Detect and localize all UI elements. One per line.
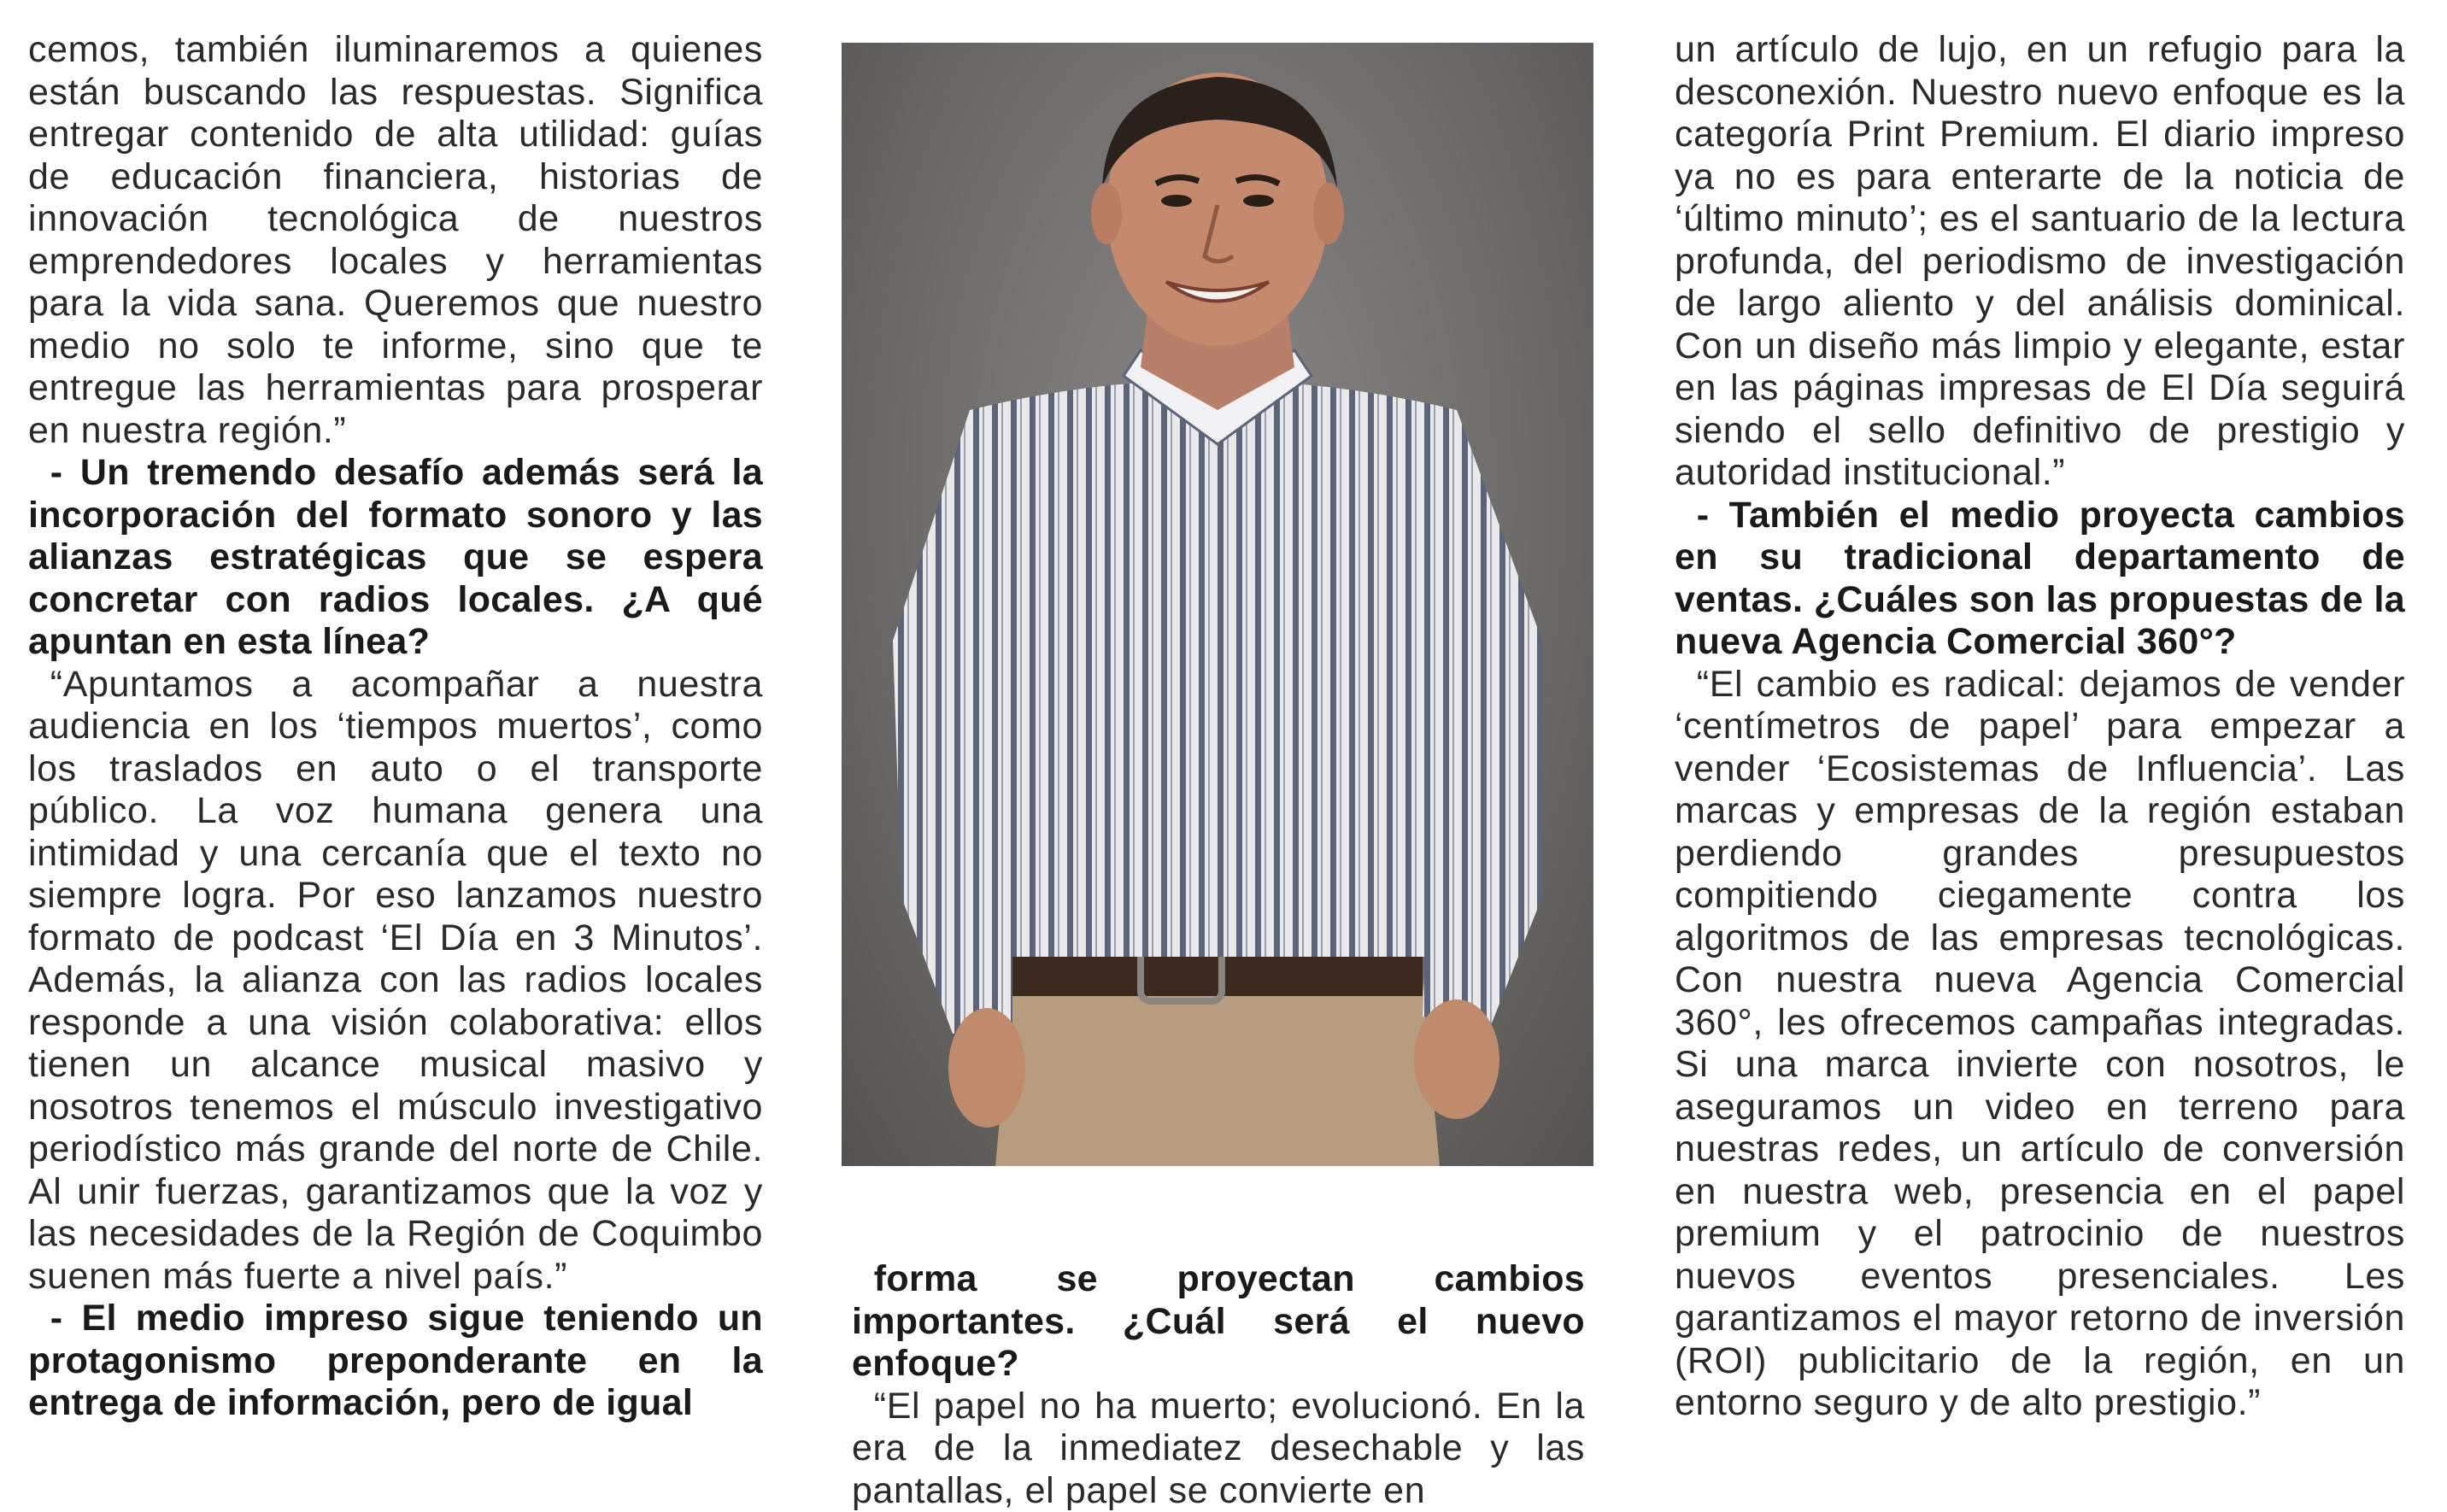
interview-question: forma se proyectan cambios importantes. ¿Cuál será el nuevo enfoque? — [852, 1258, 1585, 1386]
answer-paragraph: “El papel no ha muerto; evolucionó. En la era de la inmediatez desechable y las pantallas, el papel se convierte en — [852, 1386, 1585, 1512]
article-column-2 — [852, 1258, 1585, 1512]
interview-question: - También el medio proyecta cambios en su tradicional departamento de ventas. ¿Cuáles son las propuestas de la nueva Agencia Comercial 360°? — [1675, 495, 2405, 664]
portrait-photo — [842, 43, 1593, 1166]
answer-paragraph: cemos, también iluminaremos a quienes están buscando las respuestas. Significa entregar contenido de alta utilidad: guías de educación financiera, historias de innovación tecnológica de nuestros emprendedores locales y herramientas para la vida sana. Queremos que nuestro medio no solo te informe, sino que te entregue las herramientas para prosperar en nuestra región.” — [28, 29, 763, 452]
answer-paragraph: un artículo de lujo, en un refugio para la desconexión. Nuestro nuevo enfoque es la categoría Print Premium. El diario impreso ya no es para enterarte de la noticia de ‘último minuto’; es el santuario de la lectura profunda, del periodismo de investigación de largo aliento y del análisis dominical. Con un diseño más limpio y elegante, estar en las páginas impresas de El Día seguirá siendo el sello definitivo de prestigio y autoridad institucional.” — [1675, 29, 2405, 495]
interview-question: - Un tremendo desafío además será la incorporación del formato sonoro y las alianzas estratégicas que se espera concretar con radios locales. ¿A qué apuntan en esta línea? — [28, 452, 763, 664]
answer-paragraph: “Apuntamos a acompañar a nuestra audiencia en los ‘tiempos muertos’, como los traslados en auto o el transporte público. La voz humana genera una intimidad y una cercanía que el texto no siempre logra. Por eso lanzamos nuestro formato de podcast ‘El Día en 3 Minutos’. Además, la alianza con las radios locales responde a una visión colaborativa: ellos tienen un alcance musical masivo y nosotros tenemos el músculo investigativo periodístico más grande del norte de Chile. Al unir fuerzas, garantizamos que la voz y las necesidades de la Región de Coquimbo suenen más fuerte a nivel país.” — [28, 664, 763, 1298]
answer-paragraph: “El cambio es radical: dejamos de vender ‘centímetros de papel’ para empezar a vender ‘Ecosistemas de Influencia’. Las marcas y empresas de la región estaban perdiendo grandes presupuestos compitiendo ciegamente contra los algoritmos de las empresas tecnológicas. Con nuestra nueva Agencia Comercial 360°, les ofrecemos campañas integradas. Si una marca invierte con nosotros, le aseguramos un video en terreno para nuestras redes, un artículo de conversión en nuestra web, presencia en el papel premium y el patrocinio de nuestros nuevos eventos presenciales. Les garantizamos el mayor retorno de inversión (ROI) publicitario de la región, en un entorno seguro y de alto prestigio.” — [1675, 664, 2405, 1425]
article-column-1 — [28, 29, 763, 1425]
interview-question: - El medio impreso sigue teniendo un protagonismo preponderante en la entrega de información, pero de igual — [28, 1298, 763, 1425]
portrait-illustration — [842, 43, 1593, 1166]
article-column-3 — [1675, 29, 2405, 1425]
